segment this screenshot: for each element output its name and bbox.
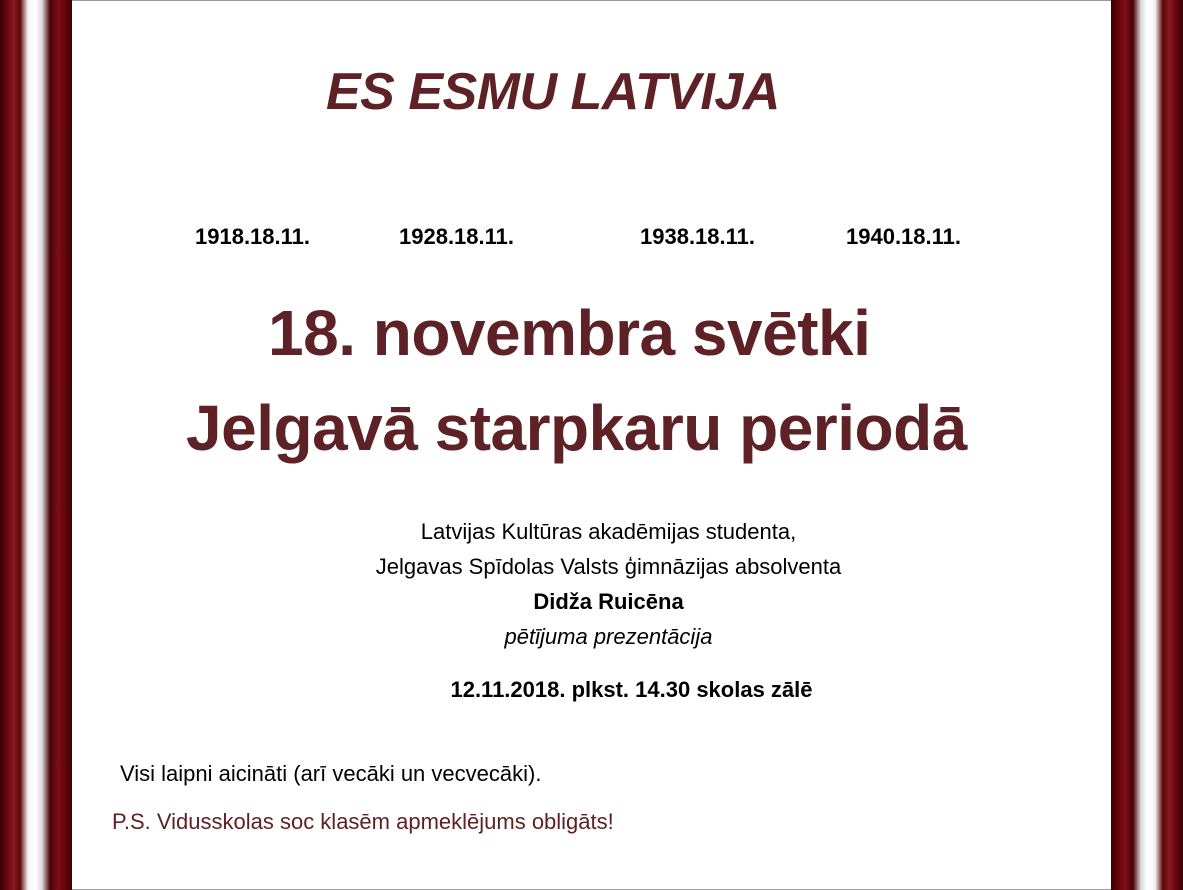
poster-heading: ES ESMU LATVIJA	[326, 63, 780, 121]
author-name: Didža Ruicēna	[533, 589, 684, 614]
date-1938: 1938.18.11.	[640, 224, 756, 249]
date-1928: 1928.18.11.	[399, 224, 515, 249]
right-curtain-decoration	[1111, 0, 1183, 890]
left-curtain-decoration	[0, 0, 72, 890]
event-details: 12.11.2018. plkst. 14.30 skolas zālē	[450, 677, 813, 702]
date-1918: 1918.18.11.	[195, 224, 311, 249]
postscript-note: P.S. Vidusskolas soc klasēm apmeklējums obligāts!	[112, 809, 614, 834]
author-line-2: Jelgavas Spīdolas Valsts ģimnāzijas absolventa	[375, 554, 842, 579]
invitation-text: Visi laipni aicināti (arī vecāki un vecvecāki).	[120, 761, 542, 786]
title-line-1: 18. novembra svētki	[268, 297, 871, 369]
author-line-1: Latvijas Kultūras akadēmijas studenta,	[420, 519, 797, 544]
title-line-2: Jelgavā starpkaru periodā	[186, 392, 967, 464]
date-1940: 1940.18.11.	[846, 224, 962, 249]
author-subtitle: pētījuma prezentācija	[504, 624, 713, 649]
